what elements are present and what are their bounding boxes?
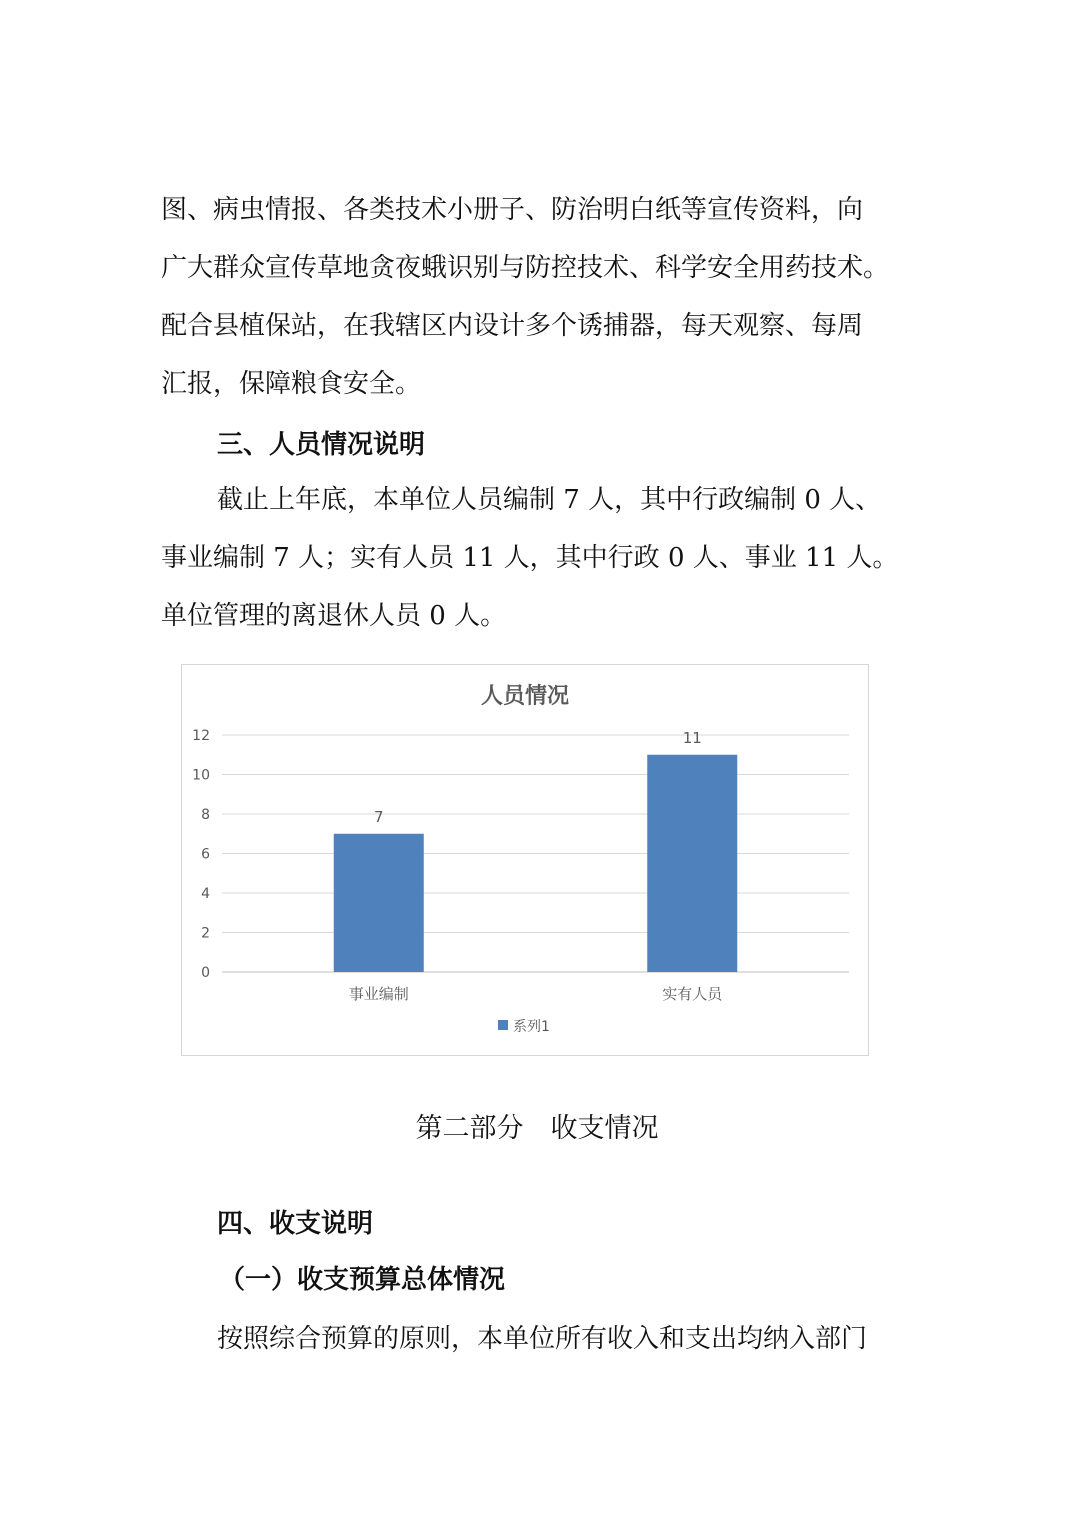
x-tick-label: 实有人员 [662, 985, 723, 1003]
y-tick-label: 10 [192, 767, 210, 784]
data-label: 11 [682, 728, 702, 747]
y-tick-label: 12 [192, 728, 210, 744]
chart-canvas [182, 665, 868, 1055]
text-line: 广大群众宣传草地贪夜蛾识别与防控技术、科学安全用药技术。 [161, 253, 890, 283]
section-heading-income-expense: 四、收支说明 [217, 1209, 374, 1239]
text-line: 事业编制 7 人；实有人员 11 人，其中行政 0 人、事业 11 人。 [161, 543, 899, 573]
text-line: 配合县植保站，在我辖区内设计多个诱捕器，每天观察、每周 [161, 311, 864, 341]
paragraph-publicity [161, 181, 941, 413]
paragraph-personnel [161, 471, 941, 645]
legend-swatch [498, 1020, 508, 1030]
text-line: 按照综合预算的原则，本单位所有收入和支出均纳入部门 [217, 1324, 868, 1354]
section-heading-personnel: 三、人员情况说明 [217, 430, 426, 460]
y-tick-label: 6 [201, 846, 210, 863]
y-tick-label: 2 [201, 925, 210, 942]
x-tick-label: 事业编制 [348, 985, 409, 1003]
paragraph-budget [161, 1310, 941, 1368]
text-line: 截止上年底，本单位人员编制 7 人，其中行政编制 0 人、 [217, 485, 882, 515]
text-line: 汇报，保障粮食安全。 [161, 369, 422, 399]
y-tick-label: 4 [201, 886, 210, 902]
data-label: 7 [373, 807, 384, 826]
legend-label: 系列1 [513, 1019, 550, 1035]
y-tick-label: 0 [201, 965, 210, 981]
bar-事业编制 [334, 834, 424, 972]
text-line: 单位管理的离退休人员 0 人。 [161, 601, 507, 631]
text-line: 图、病虫情报、各类技术小册子、防治明白纸等宣传资料，向 [161, 195, 864, 225]
y-tick-label: 8 [201, 807, 210, 823]
chart-title: 人员情况 [480, 684, 570, 709]
bar-实有人员 [647, 755, 737, 972]
subsection-heading-budget-overview: （一）收支预算总体情况 [219, 1265, 506, 1295]
part-two-title: 第二部分 收支情况 [415, 1113, 659, 1144]
personnel-chart [181, 664, 869, 1056]
